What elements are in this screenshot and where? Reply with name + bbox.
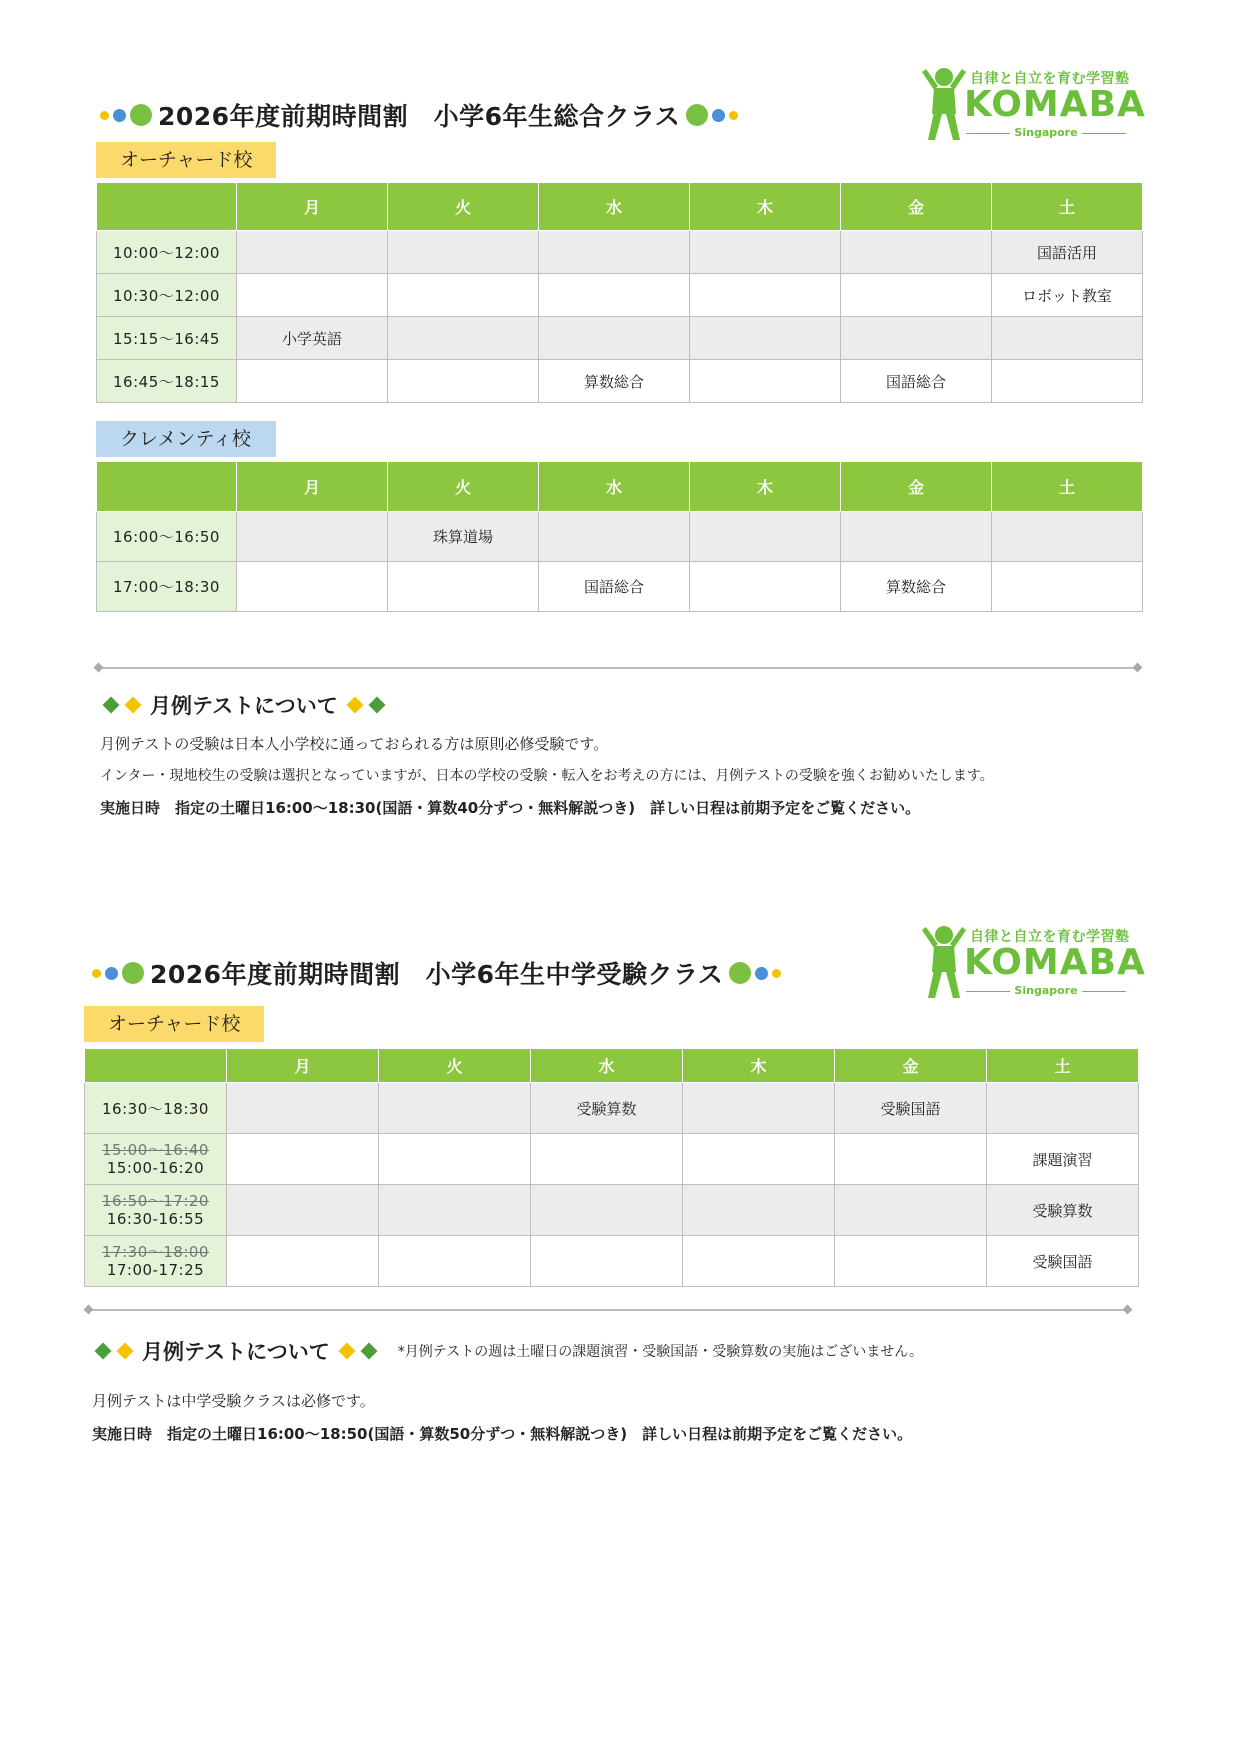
test-line-1: 月例テストの受験は日本人小学校に通っておられる方は原則必修受験です。 (100, 735, 609, 753)
old-time: 15:00～16:40 (102, 1141, 209, 1159)
yellow-dot-icon (729, 111, 738, 120)
class-cell (992, 562, 1143, 612)
section2-title-row (90, 953, 783, 993)
header-day: 水 (539, 462, 690, 512)
class-cell (539, 317, 690, 360)
class-cell (227, 1236, 379, 1287)
class-cell (227, 1134, 379, 1185)
orchard-label: オーチャード校 (84, 1006, 264, 1042)
class-cell: 算数総合 (539, 360, 690, 403)
class-cell: 課題演習 (987, 1134, 1139, 1185)
yellow-diamond-icon (117, 1343, 134, 1360)
class-cell (992, 317, 1143, 360)
orchard-label: オーチャード校 (96, 142, 276, 178)
class-cell (539, 274, 690, 317)
yellow-dot-icon (92, 969, 101, 978)
header-day: 金 (841, 183, 992, 231)
class-cell (835, 1236, 987, 1287)
blue-dot-icon (755, 967, 768, 980)
class-cell: 国語活用 (992, 231, 1143, 274)
old-time: 16:50～17:20 (102, 1192, 209, 1210)
test-note: *月例テストの週は土曜日の課題演習・受験国語・受験算数の実施はございません。 (397, 1344, 924, 1360)
class-cell (531, 1134, 683, 1185)
time-cell: 15:15～16:45 (97, 317, 237, 360)
class-cell (227, 1083, 379, 1134)
table-row (85, 1236, 1139, 1287)
test-line-2: 実施日時 指定の土曜日16:00～18:50(国語・算数50分ずつ・無料解説つき) 詳しい日程は前期予定をご覧ください。 (92, 1425, 913, 1443)
header-row (97, 462, 1143, 512)
class-cell (379, 1236, 531, 1287)
mascot-icon (920, 924, 968, 1002)
time-cell (85, 1134, 227, 1185)
logo-tagline: 自律と自立を育む学習塾 (970, 71, 1130, 87)
class-cell (835, 1185, 987, 1236)
section-divider (88, 1309, 1128, 1311)
orchard-timetable-2 (84, 1048, 1139, 1287)
class-cell (379, 1134, 531, 1185)
mascot-icon (920, 66, 968, 144)
class-cell (388, 562, 539, 612)
header-blank (97, 183, 237, 231)
test-line-1: 月例テストは中学受験クラスは必修です。 (92, 1392, 375, 1410)
test-line-2: インター・現地校生の受験は選択となっていますが、日本の学校の受験・転入をお考えの方には、月例テストの受験を強くお勧めいたします。 (100, 768, 994, 784)
green-dot-icon (130, 104, 152, 126)
header-day: 月 (237, 462, 388, 512)
logo-sub: Singapore (966, 126, 1126, 139)
header-day: 木 (690, 462, 841, 512)
header-day: 火 (379, 1049, 531, 1083)
new-time: 17:00-17:25 (106, 1261, 205, 1279)
class-cell (690, 512, 841, 562)
class-cell (237, 274, 388, 317)
clementi-label: クレメンティ校 (96, 421, 276, 457)
class-cell (237, 231, 388, 274)
table-row (97, 274, 1143, 317)
class-cell (683, 1185, 835, 1236)
header-row (85, 1049, 1139, 1083)
header-day: 土 (992, 462, 1143, 512)
clementi-timetable (96, 461, 1143, 612)
table-row (97, 317, 1143, 360)
table-row (97, 512, 1143, 562)
green-diamond-icon (368, 697, 385, 714)
time-cell: 10:30～12:00 (97, 274, 237, 317)
time-cell: 16:45～18:15 (97, 360, 237, 403)
class-cell (531, 1185, 683, 1236)
header-day: 月 (227, 1049, 379, 1083)
class-cell (379, 1185, 531, 1236)
class-cell: 算数総合 (841, 562, 992, 612)
class-cell (539, 512, 690, 562)
class-cell: 受験国語 (835, 1083, 987, 1134)
class-cell (987, 1083, 1139, 1134)
green-diamond-icon (360, 1343, 377, 1360)
class-cell (388, 274, 539, 317)
class-cell (227, 1185, 379, 1236)
header-day: 金 (841, 462, 992, 512)
logo-tagline: 自律と自立を育む学習塾 (970, 929, 1130, 945)
time-cell: 16:00～16:50 (97, 512, 237, 562)
header-day: 土 (987, 1049, 1139, 1083)
new-time: 15:00-16:20 (106, 1159, 205, 1177)
header-blank (85, 1049, 227, 1083)
class-cell (388, 360, 539, 403)
monthly-test-heading-1 (100, 690, 388, 720)
header-day: 木 (690, 183, 841, 231)
time-cell (85, 1236, 227, 1287)
yellow-diamond-icon (346, 697, 363, 714)
class-cell: ロボット教室 (992, 274, 1143, 317)
header-row (97, 183, 1143, 231)
section1-title-row (98, 95, 740, 135)
blue-dot-icon (105, 967, 118, 980)
green-diamond-icon (103, 697, 120, 714)
time-cell: 10:00～12:00 (97, 231, 237, 274)
section2-title: 2026年度前期時間割 小学6年生中学受験クラス (150, 960, 724, 989)
time-cell: 16:30～18:30 (85, 1083, 227, 1134)
class-cell (539, 231, 690, 274)
header-blank (97, 462, 237, 512)
section-divider (98, 667, 1138, 669)
class-cell (237, 562, 388, 612)
class-cell (841, 317, 992, 360)
logo-sub: Singapore (966, 984, 1126, 997)
monthly-test-title: 月例テストについて (150, 694, 338, 718)
section1-title: 2026年度前期時間割 小学6年生総合クラス (158, 102, 681, 131)
yellow-diamond-icon (125, 697, 142, 714)
class-cell (992, 360, 1143, 403)
yellow-diamond-icon (338, 1343, 355, 1360)
green-diamond-icon (95, 1343, 112, 1360)
class-cell (237, 512, 388, 562)
table-row (85, 1185, 1139, 1236)
class-cell: 国語総合 (841, 360, 992, 403)
yellow-dot-icon (772, 969, 781, 978)
monthly-test-title: 月例テストについて (142, 1340, 330, 1364)
table-row (97, 360, 1143, 403)
class-cell (683, 1134, 835, 1185)
class-cell (379, 1083, 531, 1134)
class-cell (388, 317, 539, 360)
table-row (85, 1083, 1139, 1134)
class-cell (835, 1134, 987, 1185)
logo-wordmark: KOMABA (964, 942, 1146, 983)
class-cell (690, 562, 841, 612)
class-cell: 小学英語 (237, 317, 388, 360)
class-cell (683, 1083, 835, 1134)
class-cell (841, 274, 992, 317)
class-cell: 珠算道場 (388, 512, 539, 562)
class-cell: 受験国語 (987, 1236, 1139, 1287)
class-cell (690, 360, 841, 403)
time-cell: 17:00～18:30 (97, 562, 237, 612)
class-cell (388, 231, 539, 274)
green-dot-icon (686, 104, 708, 126)
class-cell (690, 274, 841, 317)
class-cell: 受験算数 (987, 1185, 1139, 1236)
green-dot-icon (729, 962, 751, 984)
class-cell (690, 317, 841, 360)
class-cell: 受験算数 (531, 1083, 683, 1134)
header-day: 水 (539, 183, 690, 231)
header-day: 月 (237, 183, 388, 231)
class-cell: 国語総合 (539, 562, 690, 612)
monthly-test-heading-2 (92, 1336, 923, 1366)
blue-dot-icon (712, 109, 725, 122)
green-dot-icon (122, 962, 144, 984)
class-cell (690, 231, 841, 274)
logo-wordmark: KOMABA (964, 84, 1146, 125)
class-cell (237, 360, 388, 403)
class-cell (841, 512, 992, 562)
new-time: 16:30-16:55 (106, 1210, 205, 1228)
table-row (85, 1134, 1139, 1185)
header-day: 金 (835, 1049, 987, 1083)
class-cell (683, 1236, 835, 1287)
header-day: 火 (388, 183, 539, 231)
test-line-3: 実施日時 指定の土曜日16:00～18:30(国語・算数40分ずつ・無料解説つき) 詳しい日程は前期予定をご覧ください。 (100, 799, 921, 817)
class-cell (992, 512, 1143, 562)
header-day: 火 (388, 462, 539, 512)
table-row (97, 231, 1143, 274)
old-time: 17:30～18:00 (102, 1243, 209, 1261)
yellow-dot-icon (100, 111, 109, 120)
blue-dot-icon (113, 109, 126, 122)
time-cell (85, 1185, 227, 1236)
orchard-timetable-1 (96, 182, 1143, 403)
class-cell (841, 231, 992, 274)
header-day: 水 (531, 1049, 683, 1083)
header-day: 土 (992, 183, 1143, 231)
class-cell (531, 1236, 683, 1287)
komaba-logo (920, 62, 1146, 144)
komaba-logo (920, 920, 1146, 1002)
header-day: 木 (683, 1049, 835, 1083)
table-row (97, 562, 1143, 612)
